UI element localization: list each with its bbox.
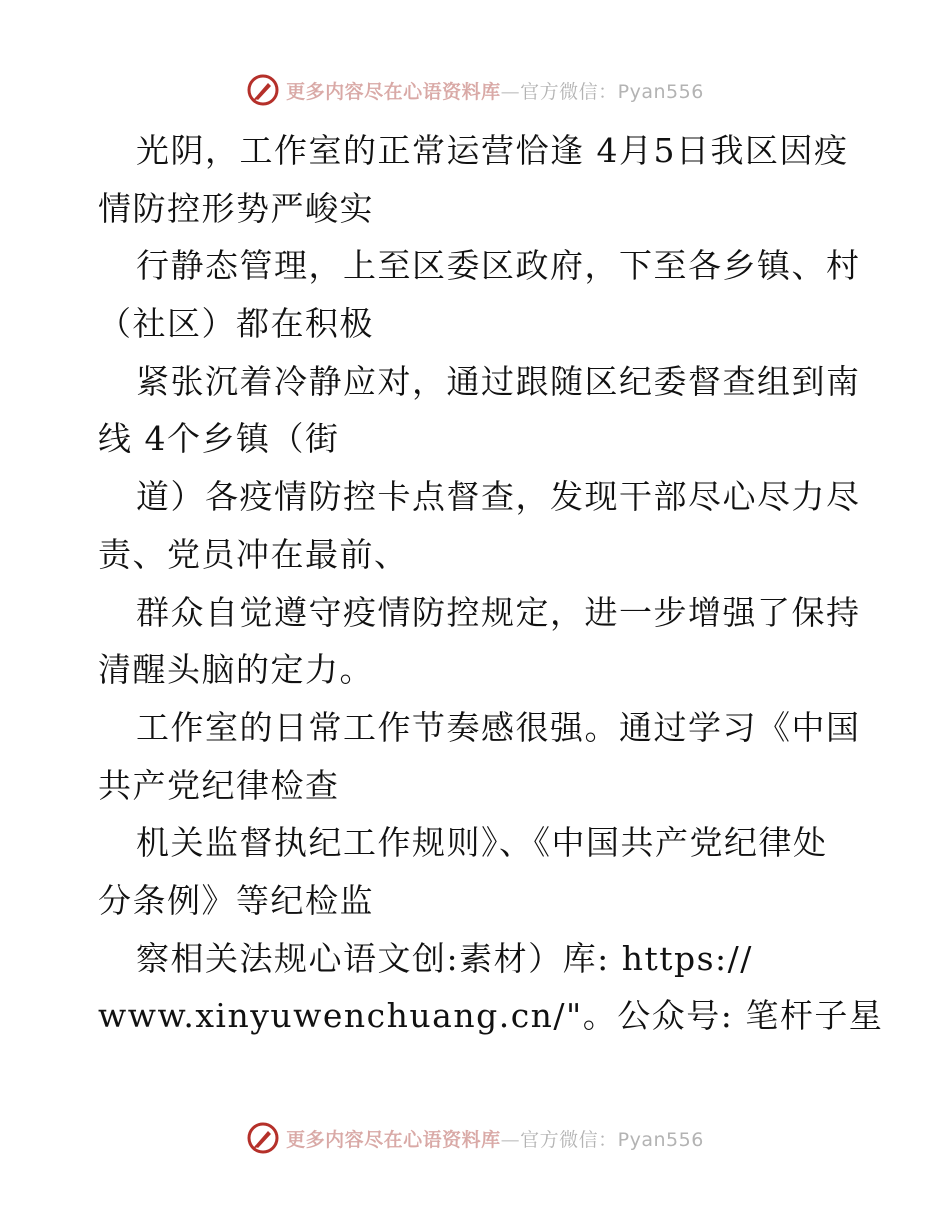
banner-wechat-text: 官方微信：Pyan556 bbox=[520, 80, 704, 103]
banner-dash: — bbox=[500, 1128, 521, 1151]
text-line: 道）各疫情防控卡点督查，发现干部尽心尽力尽 bbox=[136, 477, 861, 517]
banner-site-text: 更多内容尽在心语资料库 bbox=[286, 80, 501, 103]
text-line: （社区）都在积极 bbox=[98, 304, 374, 344]
banner-site-text: 更多内容尽在心语资料库 bbox=[286, 1128, 501, 1151]
text-line: 机关监督执纪工作规则》、《中国共产党纪律处 bbox=[136, 823, 828, 863]
document-body bbox=[98, 122, 884, 1045]
text-line: 工作室的日常工作节奏感很强。通过学习《中国 bbox=[136, 707, 861, 747]
pen-logo-icon bbox=[246, 73, 280, 107]
text-line: 分条例》等纪检监 bbox=[98, 880, 374, 920]
text-line: www.xinyuwenchuang.cn/"。公众号: 笔杆子星 bbox=[98, 996, 884, 1036]
text-line: 线 4个乡镇（街 bbox=[98, 419, 340, 459]
text-line: 责、党员冲在最前、 bbox=[98, 534, 409, 574]
banner-text bbox=[286, 1125, 704, 1152]
banner-text bbox=[286, 77, 704, 104]
text-line: 清醒头脑的定力。 bbox=[98, 650, 374, 690]
pen-logo-icon bbox=[246, 1121, 280, 1155]
text-line: 共产党纪律检查 bbox=[98, 765, 340, 805]
text-line: 行静态管理，上至区委区政府，下至各乡镇、村 bbox=[136, 246, 861, 286]
text-line: 紧张沉着冷静应对，通过跟随区纪委督查组到南 bbox=[136, 361, 861, 401]
text-line: 察相关法规心语文创:素材）库: https:// bbox=[136, 938, 753, 978]
banner-wechat-text: 官方微信：Pyan556 bbox=[520, 1128, 704, 1151]
header-banner bbox=[0, 70, 950, 110]
banner-dash: — bbox=[500, 80, 521, 103]
text-line: 情防控形势严峻实 bbox=[98, 188, 374, 228]
text-line: 群众自觉遵守疫情防控规定，进一步增强了保持 bbox=[136, 592, 861, 632]
footer-banner bbox=[0, 1118, 950, 1158]
text-line: 光阴，工作室的正常运营恰逢 4月5日我区因疫 bbox=[136, 131, 849, 170]
